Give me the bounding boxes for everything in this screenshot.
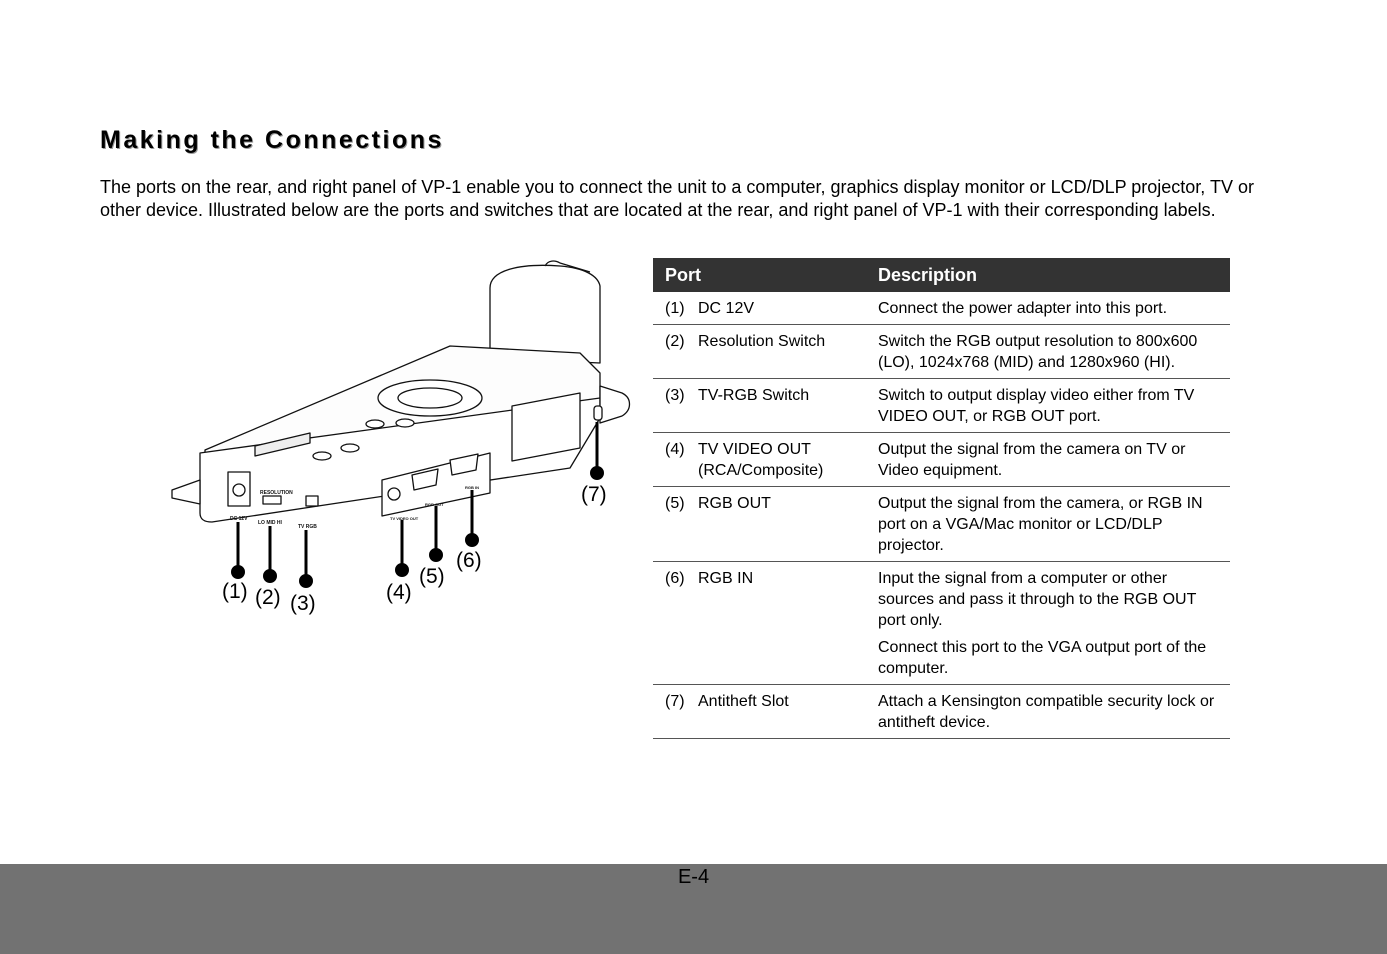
tv-rgb-switch [306,496,318,506]
panel-button [341,444,359,452]
port-number: (1) [665,300,685,317]
port-name: RGB IN [698,570,754,587]
table-row [653,379,1230,433]
callout-dot-6 [467,535,478,546]
rgb-in-label: RGB IN [465,485,479,490]
port-number: (6) [665,570,685,587]
callout-dot-1 [233,567,244,578]
callout-label-3: (3) [290,592,316,615]
panel-button [396,419,414,427]
rgb-out-label: RGB OUT [425,502,444,507]
port-name: DC 12V [698,300,755,317]
dc-label: DC 12V [230,516,248,522]
panel-button [366,420,384,428]
panel-button [313,452,331,460]
description-column-header: Description [866,258,1230,292]
callout-dot-5 [431,550,442,561]
device-rear-panel-illustration [160,258,640,618]
port-description-note: Connect this port to the VGA output port of the computer. [878,639,1207,677]
port-description: Input the signal from a computer or other sources and pass it through to the RGB OUT port only. [878,570,1197,629]
callout-label-7: (7) [581,483,607,506]
resolution-label: RESOLUTION [260,490,293,496]
port-name: RGB OUT [698,495,771,512]
control-dial-inner [398,388,462,408]
dc-jack [233,484,245,496]
table-row [653,325,1230,379]
table-row [653,487,1230,562]
port-description: Connect the power adapter into this port. [878,300,1168,317]
port-number: (4) [665,441,685,458]
camera-head-shape [490,265,600,363]
port-column-header: Port [653,258,866,292]
port-number: (2) [665,333,685,350]
port-description: Output the signal from the camera, or RGB IN port on a VGA/Mac monitor or LCD/DLP projector. [878,495,1203,554]
rca-jack [388,488,400,500]
callout-dot-3 [301,576,312,587]
page-title: Making the Connections [100,126,444,154]
port-number: (5) [665,495,685,512]
callout-label-2: (2) [255,586,281,609]
page-number: E-4 [677,866,710,888]
ports-table [653,258,1230,739]
port-name: Antitheft Slot [698,693,789,710]
port-description: Output the signal from the camera on TV or Video equipment. [878,441,1186,479]
port-description: Attach a Kensington compatible security lock or antitheft device. [878,693,1215,731]
port-description: Switch to output display video either from TV VIDEO OUT, or RGB OUT port. [878,387,1195,425]
resolution-positions-label: LO MID HI [258,520,282,526]
table-row [653,433,1230,487]
table-header-row [653,258,1230,292]
callout-label-6: (6) [456,549,482,572]
port-number: (3) [665,387,685,404]
callout-dot-2 [265,571,276,582]
table-row [653,562,1230,685]
resolution-switch [263,496,281,504]
callout-label-1: (1) [222,580,248,603]
antitheft-slot [594,406,602,420]
port-name: TV VIDEO OUT (RCA/Composite) [698,441,824,479]
tv-rgb-label: TV RGB [298,524,317,530]
base-right-flange [600,386,630,423]
table-row [653,685,1230,739]
table-row [653,292,1230,325]
base-left-flange [172,480,200,504]
tv-video-out-label: TV VIDEO OUT [390,516,419,521]
callout-dot-4 [397,565,408,576]
callout-label-5: (5) [419,565,445,588]
port-name: TV-RGB Switch [698,387,810,404]
callout-label-4: (4) [386,581,412,604]
port-description: Switch the RGB output resolution to 800x600 (LO), 1024x768 (MID) and 1280x960 (HI). [878,333,1198,371]
callout-dot-7 [592,468,603,479]
intro-paragraph: The ports on the rear, and right panel of VP-1 enable you to connect the unit to a computer, graphics display monitor or LCD/DLP projector, TV or other device. Illustrated below are the ports and switches that are located at the rear, and right panel of VP-1 with their corresponding labels. [100,177,1254,220]
port-name: Resolution Switch [698,333,826,350]
port-number: (7) [665,693,685,710]
